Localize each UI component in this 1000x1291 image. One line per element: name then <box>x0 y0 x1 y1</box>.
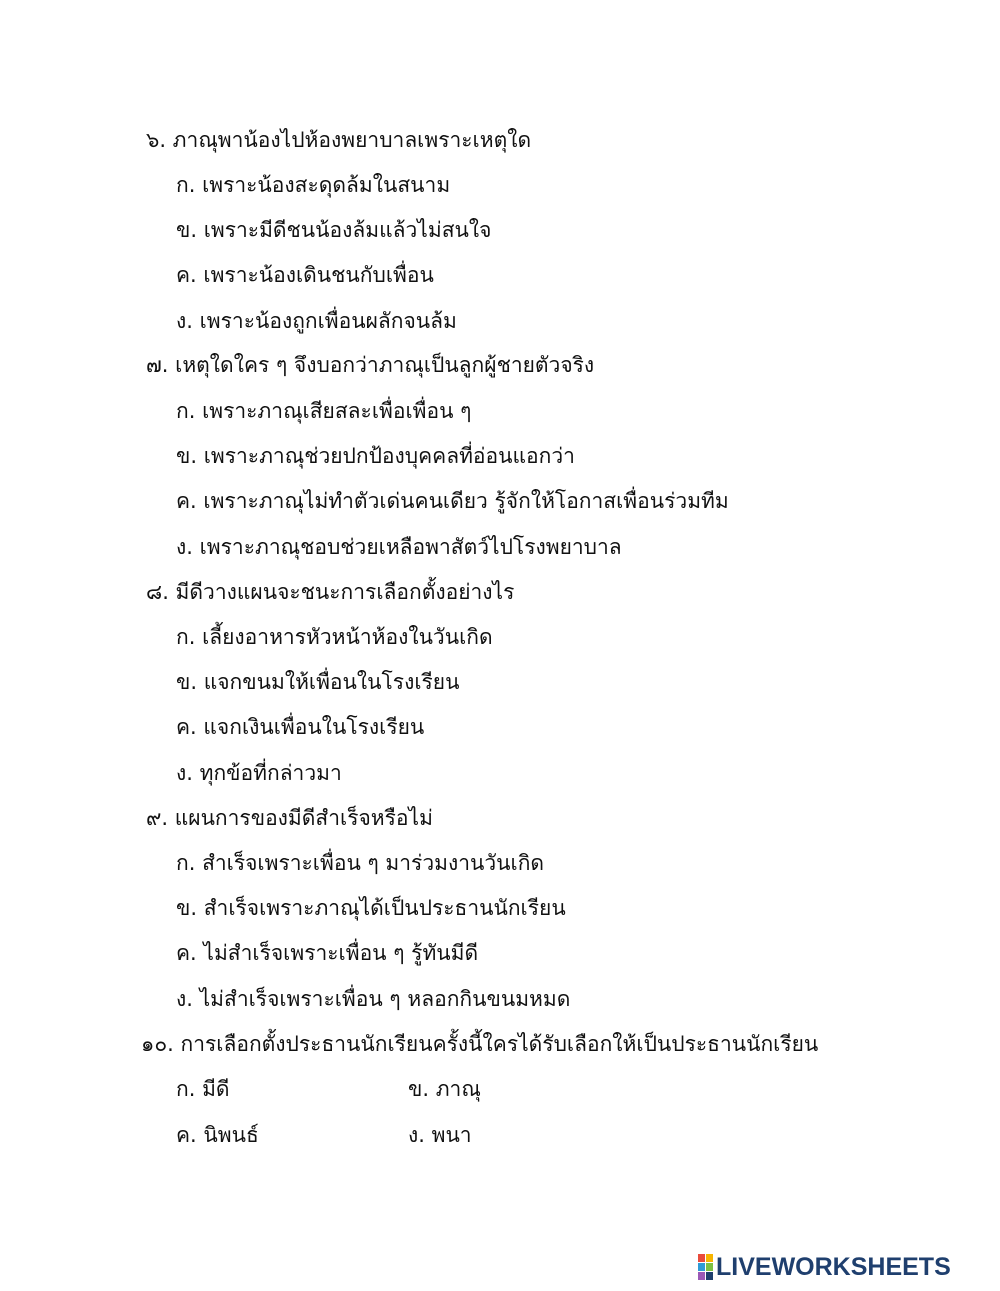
question-8-option-c[interactable]: ค. แจกเงินเพื่อนในโรงเรียน <box>176 715 425 739</box>
question-10-option-c[interactable]: ค. นิพนธ์ <box>176 1123 259 1147</box>
logo-block <box>698 1254 705 1262</box>
question-10-option-b[interactable]: ข. ภาณุ <box>408 1077 481 1101</box>
question-7-option-b[interactable]: ข. เพราะภาณุช่วยปกป้องบุคคลที่อ่อนแอกว่า <box>176 444 575 468</box>
question-6: ๖. ภาณุพาน้องไปห้องพยาบาลเพราะเหตุใด <box>146 128 532 152</box>
question-9-option-a[interactable]: ก. สำเร็จเพราะเพื่อน ๆ มาร่วมงานวันเกิด <box>176 851 545 875</box>
question-6-option-d[interactable]: ง. เพราะน้องถูกเพื่อนผลักจนล้ม <box>176 309 457 333</box>
question-6-option-a[interactable]: ก. เพราะน้องสะดุดล้มในสนาม <box>176 173 451 197</box>
question-7-option-a[interactable]: ก. เพราะภาณุเสียสละเพื่อเพื่อน ๆ <box>176 399 472 423</box>
liveworksheets-logo <box>698 1254 951 1280</box>
question-10: ๑๐. การเลือกตั้งประธานนักเรียนครั้งนี้ใครได้รับเลือกให้เป็นประธานนักเรียน <box>141 1032 819 1056</box>
question-8-option-d[interactable]: ง. ทุกข้อที่กล่าวมา <box>176 761 342 785</box>
question-8-option-b[interactable]: ข. แจกขนมให้เพื่อนในโรงเรียน <box>176 670 460 694</box>
logo-block <box>706 1272 713 1280</box>
question-9-option-b[interactable]: ข. สำเร็จเพราะภาณุได้เป็นประธานนักเรียน <box>176 896 566 920</box>
question-10-option-a[interactable]: ก. มีดี <box>176 1077 230 1101</box>
logo-text: LIVEWORKSHEETS <box>716 1253 951 1281</box>
logo-block <box>698 1272 705 1280</box>
question-7: ๗. เหตุใดใคร ๆ จึงบอกว่าภาณุเป็นลูกผู้ชายตัวจริง <box>146 353 595 377</box>
question-6-option-c[interactable]: ค. เพราะน้องเดินชนกับเพื่อน <box>176 263 434 287</box>
logo-blocks-icon <box>698 1254 713 1280</box>
question-7-option-d[interactable]: ง. เพราะภาณุชอบช่วยเหลือพาสัตว์ไปโรงพยาบาล <box>176 535 622 559</box>
logo-block <box>698 1263 705 1271</box>
question-9-option-c[interactable]: ค. ไม่สำเร็จเพราะเพื่อน ๆ รู้ทันมีดี <box>176 941 479 965</box>
question-6-option-b[interactable]: ข. เพราะมีดีชนน้องล้มแล้วไม่สนใจ <box>176 218 492 242</box>
question-9-option-d[interactable]: ง. ไม่สำเร็จเพราะเพื่อน ๆ หลอกกินขนมหมด <box>176 987 571 1011</box>
question-9: ๙. แผนการของมีดีสำเร็จหรือไม่ <box>146 806 433 830</box>
question-8-option-a[interactable]: ก. เลี้ยงอาหารหัวหน้าห้องในวันเกิด <box>176 625 493 649</box>
logo-block <box>706 1263 713 1271</box>
question-7-option-c[interactable]: ค. เพราะภาณุไม่ทำตัวเด่นคนเดียว รู้จักให้โอกาสเพื่อนร่วมทีม <box>176 489 729 513</box>
question-8: ๘. มีดีวางแผนจะชนะการเลือกตั้งอย่างไร <box>146 580 515 604</box>
question-10-option-d[interactable]: ง. พนา <box>408 1123 472 1147</box>
logo-block <box>706 1254 713 1262</box>
